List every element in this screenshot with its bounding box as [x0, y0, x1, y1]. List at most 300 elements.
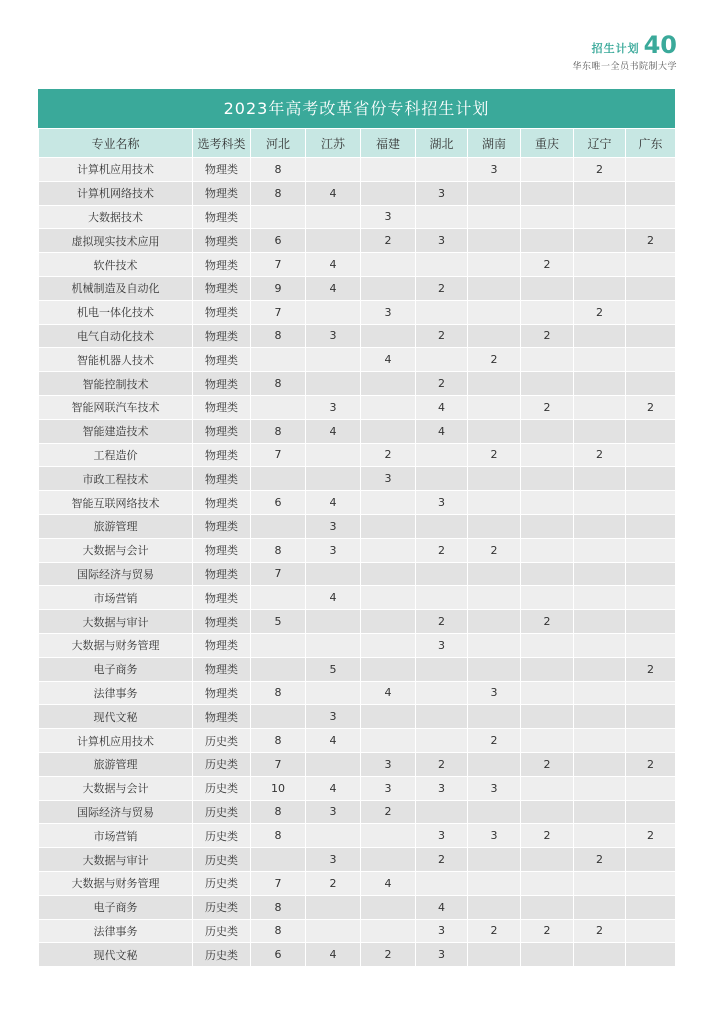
subject-category-cell: 物理类 [193, 610, 251, 634]
quota-cell [626, 776, 676, 800]
subject-category-cell: 物理类 [193, 324, 251, 348]
subject-category-cell: 历史类 [193, 800, 251, 824]
quota-cell [626, 919, 676, 943]
quota-cell [521, 514, 574, 538]
major-name-cell: 电气自动化技术 [39, 324, 193, 348]
quota-cell [306, 919, 361, 943]
quota-cell [574, 491, 626, 515]
subject-category-cell: 物理类 [193, 657, 251, 681]
quota-cell [574, 205, 626, 229]
quota-cell [574, 395, 626, 419]
quota-cell [574, 895, 626, 919]
major-name-cell: 法律事务 [39, 919, 193, 943]
quota-cell [251, 848, 306, 872]
table-row [39, 848, 676, 872]
subject-category-cell: 历史类 [193, 824, 251, 848]
major-name-cell: 现代文秘 [39, 943, 193, 967]
quota-cell [468, 372, 521, 396]
quota-cell: 8 [251, 158, 306, 182]
subject-category-cell: 物理类 [193, 229, 251, 253]
major-name-cell: 国际经济与贸易 [39, 562, 193, 586]
quota-cell [574, 229, 626, 253]
quota-cell [361, 586, 416, 610]
quota-cell [574, 657, 626, 681]
table-row [39, 943, 676, 967]
quota-cell [574, 538, 626, 562]
quota-cell [574, 943, 626, 967]
quota-cell [468, 752, 521, 776]
quota-cell: 4 [306, 776, 361, 800]
quota-cell [574, 752, 626, 776]
quota-cell: 3 [468, 776, 521, 800]
quota-cell [574, 467, 626, 491]
major-name-cell: 机械制造及自动化 [39, 276, 193, 300]
quota-cell [626, 467, 676, 491]
major-name-cell: 计算机应用技术 [39, 729, 193, 753]
quota-cell [521, 419, 574, 443]
quota-cell [574, 324, 626, 348]
table-row [39, 395, 676, 419]
quota-cell [468, 419, 521, 443]
quota-cell: 4 [416, 395, 468, 419]
subject-category-cell: 物理类 [193, 586, 251, 610]
subject-category-cell: 历史类 [193, 776, 251, 800]
quota-cell: 7 [251, 871, 306, 895]
quota-cell: 3 [416, 919, 468, 943]
quota-cell [361, 253, 416, 277]
quota-cell: 8 [251, 181, 306, 205]
subject-category-cell: 物理类 [193, 491, 251, 515]
quota-cell [521, 158, 574, 182]
quota-cell [361, 633, 416, 657]
quota-cell [521, 229, 574, 253]
quota-cell [626, 276, 676, 300]
quota-cell: 4 [306, 253, 361, 277]
quota-cell [306, 610, 361, 634]
quota-cell [306, 348, 361, 372]
quota-cell [251, 514, 306, 538]
quota-cell [521, 705, 574, 729]
major-name-cell: 智能网联汽车技术 [39, 395, 193, 419]
major-name-cell: 大数据与财务管理 [39, 871, 193, 895]
quota-cell: 6 [251, 229, 306, 253]
quota-cell: 2 [521, 824, 574, 848]
quota-cell [574, 633, 626, 657]
quota-cell [574, 348, 626, 372]
quota-cell: 2 [626, 824, 676, 848]
quota-cell [306, 895, 361, 919]
quota-cell [521, 943, 574, 967]
quota-cell [626, 181, 676, 205]
table-row [39, 871, 676, 895]
major-name-cell: 旅游管理 [39, 752, 193, 776]
subject-category-cell: 物理类 [193, 633, 251, 657]
table-row [39, 205, 676, 229]
quota-cell: 2 [468, 348, 521, 372]
quota-cell: 4 [306, 943, 361, 967]
quota-cell: 2 [468, 729, 521, 753]
quota-cell [626, 324, 676, 348]
quota-cell [306, 229, 361, 253]
table-row [39, 610, 676, 634]
quota-cell: 5 [306, 657, 361, 681]
quota-cell [468, 657, 521, 681]
table-row [39, 919, 676, 943]
quota-cell [468, 300, 521, 324]
major-name-cell: 国际经济与贸易 [39, 800, 193, 824]
quota-cell [416, 514, 468, 538]
quota-cell [361, 372, 416, 396]
quota-cell [521, 562, 574, 586]
quota-cell: 3 [416, 491, 468, 515]
quota-cell [521, 372, 574, 396]
quota-cell: 2 [521, 253, 574, 277]
quota-cell [468, 514, 521, 538]
subject-category-cell: 历史类 [193, 943, 251, 967]
subject-category-cell: 物理类 [193, 158, 251, 182]
quota-cell: 3 [468, 681, 521, 705]
quota-cell [361, 895, 416, 919]
quota-cell: 5 [251, 610, 306, 634]
quota-cell: 4 [306, 586, 361, 610]
quota-cell: 4 [306, 181, 361, 205]
quota-cell [521, 491, 574, 515]
column-header: 湖南 [468, 129, 521, 158]
quota-cell [306, 372, 361, 396]
quota-cell [361, 919, 416, 943]
quota-cell: 2 [626, 229, 676, 253]
quota-cell [574, 705, 626, 729]
quota-cell [306, 633, 361, 657]
table-row [39, 491, 676, 515]
quota-cell [361, 419, 416, 443]
subject-category-cell: 历史类 [193, 871, 251, 895]
quota-cell [574, 776, 626, 800]
quota-cell [574, 824, 626, 848]
quota-cell [521, 181, 574, 205]
quota-cell [468, 253, 521, 277]
quota-cell [626, 158, 676, 182]
quota-cell: 6 [251, 943, 306, 967]
plan-table [38, 128, 676, 967]
subject-category-cell: 物理类 [193, 253, 251, 277]
subject-category-cell: 物理类 [193, 681, 251, 705]
quota-cell: 2 [361, 800, 416, 824]
quota-cell: 3 [361, 776, 416, 800]
quota-cell [521, 467, 574, 491]
major-name-cell: 计算机网络技术 [39, 181, 193, 205]
quota-cell [626, 514, 676, 538]
table-row [39, 752, 676, 776]
quota-cell [521, 300, 574, 324]
quota-cell [626, 729, 676, 753]
quota-cell [626, 443, 676, 467]
quota-cell [574, 562, 626, 586]
quota-cell [626, 538, 676, 562]
quota-cell [416, 657, 468, 681]
column-header: 广东 [626, 129, 676, 158]
quota-cell: 8 [251, 681, 306, 705]
quota-cell [251, 467, 306, 491]
quota-cell [251, 348, 306, 372]
table-row [39, 300, 676, 324]
quota-cell: 7 [251, 300, 306, 324]
quota-cell: 3 [416, 943, 468, 967]
quota-cell [361, 491, 416, 515]
quota-cell: 3 [416, 824, 468, 848]
quota-cell [574, 800, 626, 824]
column-header: 河北 [251, 129, 306, 158]
quota-cell [416, 205, 468, 229]
major-name-cell: 智能建造技术 [39, 419, 193, 443]
quota-cell [306, 562, 361, 586]
quota-cell [306, 443, 361, 467]
table-row [39, 776, 676, 800]
column-header: 重庆 [521, 129, 574, 158]
quota-cell: 8 [251, 895, 306, 919]
major-name-cell: 大数据与审计 [39, 848, 193, 872]
quota-cell: 2 [521, 610, 574, 634]
quota-cell [521, 895, 574, 919]
quota-cell [521, 443, 574, 467]
subject-category-cell: 历史类 [193, 919, 251, 943]
quota-cell: 3 [416, 229, 468, 253]
quota-cell [468, 181, 521, 205]
quota-cell [306, 752, 361, 776]
quota-cell [416, 348, 468, 372]
quota-cell [521, 776, 574, 800]
quota-cell [574, 181, 626, 205]
brand-subtitle: 华东唯一全员书院制大学 [572, 62, 677, 72]
quota-cell: 8 [251, 919, 306, 943]
quota-cell: 3 [306, 705, 361, 729]
subject-category-cell: 物理类 [193, 538, 251, 562]
quota-cell [626, 800, 676, 824]
table-row [39, 538, 676, 562]
quota-cell [306, 300, 361, 324]
table-row [39, 514, 676, 538]
quota-cell: 3 [468, 158, 521, 182]
quota-cell [416, 871, 468, 895]
quota-cell [361, 514, 416, 538]
table-row [39, 324, 676, 348]
quota-cell [626, 895, 676, 919]
quota-cell [574, 253, 626, 277]
quota-cell [574, 372, 626, 396]
major-name-cell: 法律事务 [39, 681, 193, 705]
quota-cell [626, 253, 676, 277]
quota-cell [626, 372, 676, 396]
quota-cell [416, 705, 468, 729]
quota-cell [626, 205, 676, 229]
quota-cell [626, 871, 676, 895]
quota-cell: 2 [574, 848, 626, 872]
subject-category-cell: 物理类 [193, 372, 251, 396]
subject-category-cell: 物理类 [193, 514, 251, 538]
major-name-cell: 智能控制技术 [39, 372, 193, 396]
major-name-cell: 大数据与财务管理 [39, 633, 193, 657]
table-row [39, 586, 676, 610]
quota-cell [626, 705, 676, 729]
table-row [39, 729, 676, 753]
quota-cell [574, 871, 626, 895]
quota-cell: 4 [361, 348, 416, 372]
major-name-cell: 工程造价 [39, 443, 193, 467]
quota-cell [626, 348, 676, 372]
quota-cell [416, 681, 468, 705]
quota-cell [468, 633, 521, 657]
quota-cell [468, 610, 521, 634]
major-name-cell: 机电一体化技术 [39, 300, 193, 324]
quota-cell [361, 729, 416, 753]
quota-cell: 7 [251, 443, 306, 467]
quota-cell [416, 467, 468, 491]
subject-category-cell: 物理类 [193, 276, 251, 300]
quota-cell: 4 [306, 491, 361, 515]
quota-cell [361, 562, 416, 586]
subject-category-cell: 历史类 [193, 752, 251, 776]
table-row [39, 372, 676, 396]
quota-cell [361, 538, 416, 562]
quota-cell [521, 276, 574, 300]
quota-cell: 2 [306, 871, 361, 895]
subject-category-cell: 物理类 [193, 419, 251, 443]
quota-cell: 2 [416, 538, 468, 562]
quota-cell [626, 491, 676, 515]
quota-cell [521, 800, 574, 824]
quota-cell [521, 657, 574, 681]
quota-cell: 3 [416, 776, 468, 800]
quota-cell [468, 705, 521, 729]
quota-cell: 2 [361, 229, 416, 253]
quota-cell [416, 586, 468, 610]
quota-cell [574, 586, 626, 610]
quota-cell [468, 586, 521, 610]
subject-category-cell: 物理类 [193, 562, 251, 586]
quota-cell [416, 729, 468, 753]
quota-cell [306, 467, 361, 491]
table-row [39, 158, 676, 182]
major-name-cell: 软件技术 [39, 253, 193, 277]
subject-category-cell: 物理类 [193, 300, 251, 324]
subject-category-cell: 历史类 [193, 848, 251, 872]
major-name-cell: 旅游管理 [39, 514, 193, 538]
quota-cell [361, 848, 416, 872]
quota-cell [416, 253, 468, 277]
table-row [39, 348, 676, 372]
quota-cell [306, 681, 361, 705]
quota-cell: 2 [574, 443, 626, 467]
quota-cell [361, 657, 416, 681]
major-name-cell: 现代文秘 [39, 705, 193, 729]
quota-cell [521, 586, 574, 610]
quota-cell: 2 [416, 848, 468, 872]
quota-cell: 3 [361, 205, 416, 229]
quota-cell [361, 324, 416, 348]
quota-cell: 2 [626, 752, 676, 776]
quota-cell [306, 158, 361, 182]
quota-cell: 3 [306, 538, 361, 562]
table-row [39, 681, 676, 705]
major-name-cell: 虚拟现实技术应用 [39, 229, 193, 253]
quota-cell: 4 [361, 681, 416, 705]
subject-category-cell: 物理类 [193, 205, 251, 229]
quota-cell: 2 [521, 919, 574, 943]
quota-cell: 4 [306, 729, 361, 753]
quota-cell [361, 276, 416, 300]
table-row [39, 895, 676, 919]
quota-cell: 2 [574, 919, 626, 943]
quota-cell: 8 [251, 372, 306, 396]
quota-cell [626, 848, 676, 872]
quota-cell [574, 276, 626, 300]
quota-cell [626, 681, 676, 705]
quota-cell [626, 419, 676, 443]
quota-cell: 3 [468, 824, 521, 848]
quota-cell [468, 467, 521, 491]
quota-cell: 9 [251, 276, 306, 300]
subject-category-cell: 历史类 [193, 729, 251, 753]
table-row [39, 253, 676, 277]
quota-cell: 8 [251, 324, 306, 348]
subject-category-cell: 历史类 [193, 895, 251, 919]
quota-cell: 2 [521, 395, 574, 419]
quota-cell [468, 943, 521, 967]
table-row [39, 419, 676, 443]
quota-cell [468, 276, 521, 300]
major-name-cell: 市政工程技术 [39, 467, 193, 491]
table-row [39, 824, 676, 848]
quota-cell: 2 [468, 919, 521, 943]
quota-cell [251, 633, 306, 657]
quota-cell: 4 [306, 276, 361, 300]
quota-cell [468, 895, 521, 919]
quota-cell: 8 [251, 800, 306, 824]
table-row [39, 181, 676, 205]
quota-cell [626, 586, 676, 610]
quota-cell [468, 229, 521, 253]
quota-cell: 2 [626, 395, 676, 419]
quota-cell: 2 [468, 443, 521, 467]
major-name-cell: 大数据与会计 [39, 538, 193, 562]
quota-cell: 3 [306, 324, 361, 348]
quota-cell [521, 348, 574, 372]
major-name-cell: 电子商务 [39, 895, 193, 919]
quota-cell [251, 705, 306, 729]
subject-category-cell: 物理类 [193, 705, 251, 729]
quota-cell [468, 800, 521, 824]
quota-cell [361, 158, 416, 182]
quota-cell [361, 181, 416, 205]
quota-cell [468, 871, 521, 895]
quota-cell: 2 [416, 276, 468, 300]
table-row [39, 443, 676, 467]
subject-category-cell: 物理类 [193, 467, 251, 491]
table-row [39, 229, 676, 253]
table-row [39, 562, 676, 586]
quota-cell [521, 848, 574, 872]
column-header: 湖北 [416, 129, 468, 158]
table-title: 2023年高考改革省份专科招生计划 [38, 89, 675, 128]
quota-cell [468, 562, 521, 586]
table-row [39, 705, 676, 729]
major-name-cell: 智能互联网络技术 [39, 491, 193, 515]
subject-category-cell: 物理类 [193, 395, 251, 419]
quota-cell: 2 [416, 324, 468, 348]
quota-cell: 4 [416, 419, 468, 443]
page-brand [572, 31, 677, 72]
table-body [39, 158, 676, 967]
